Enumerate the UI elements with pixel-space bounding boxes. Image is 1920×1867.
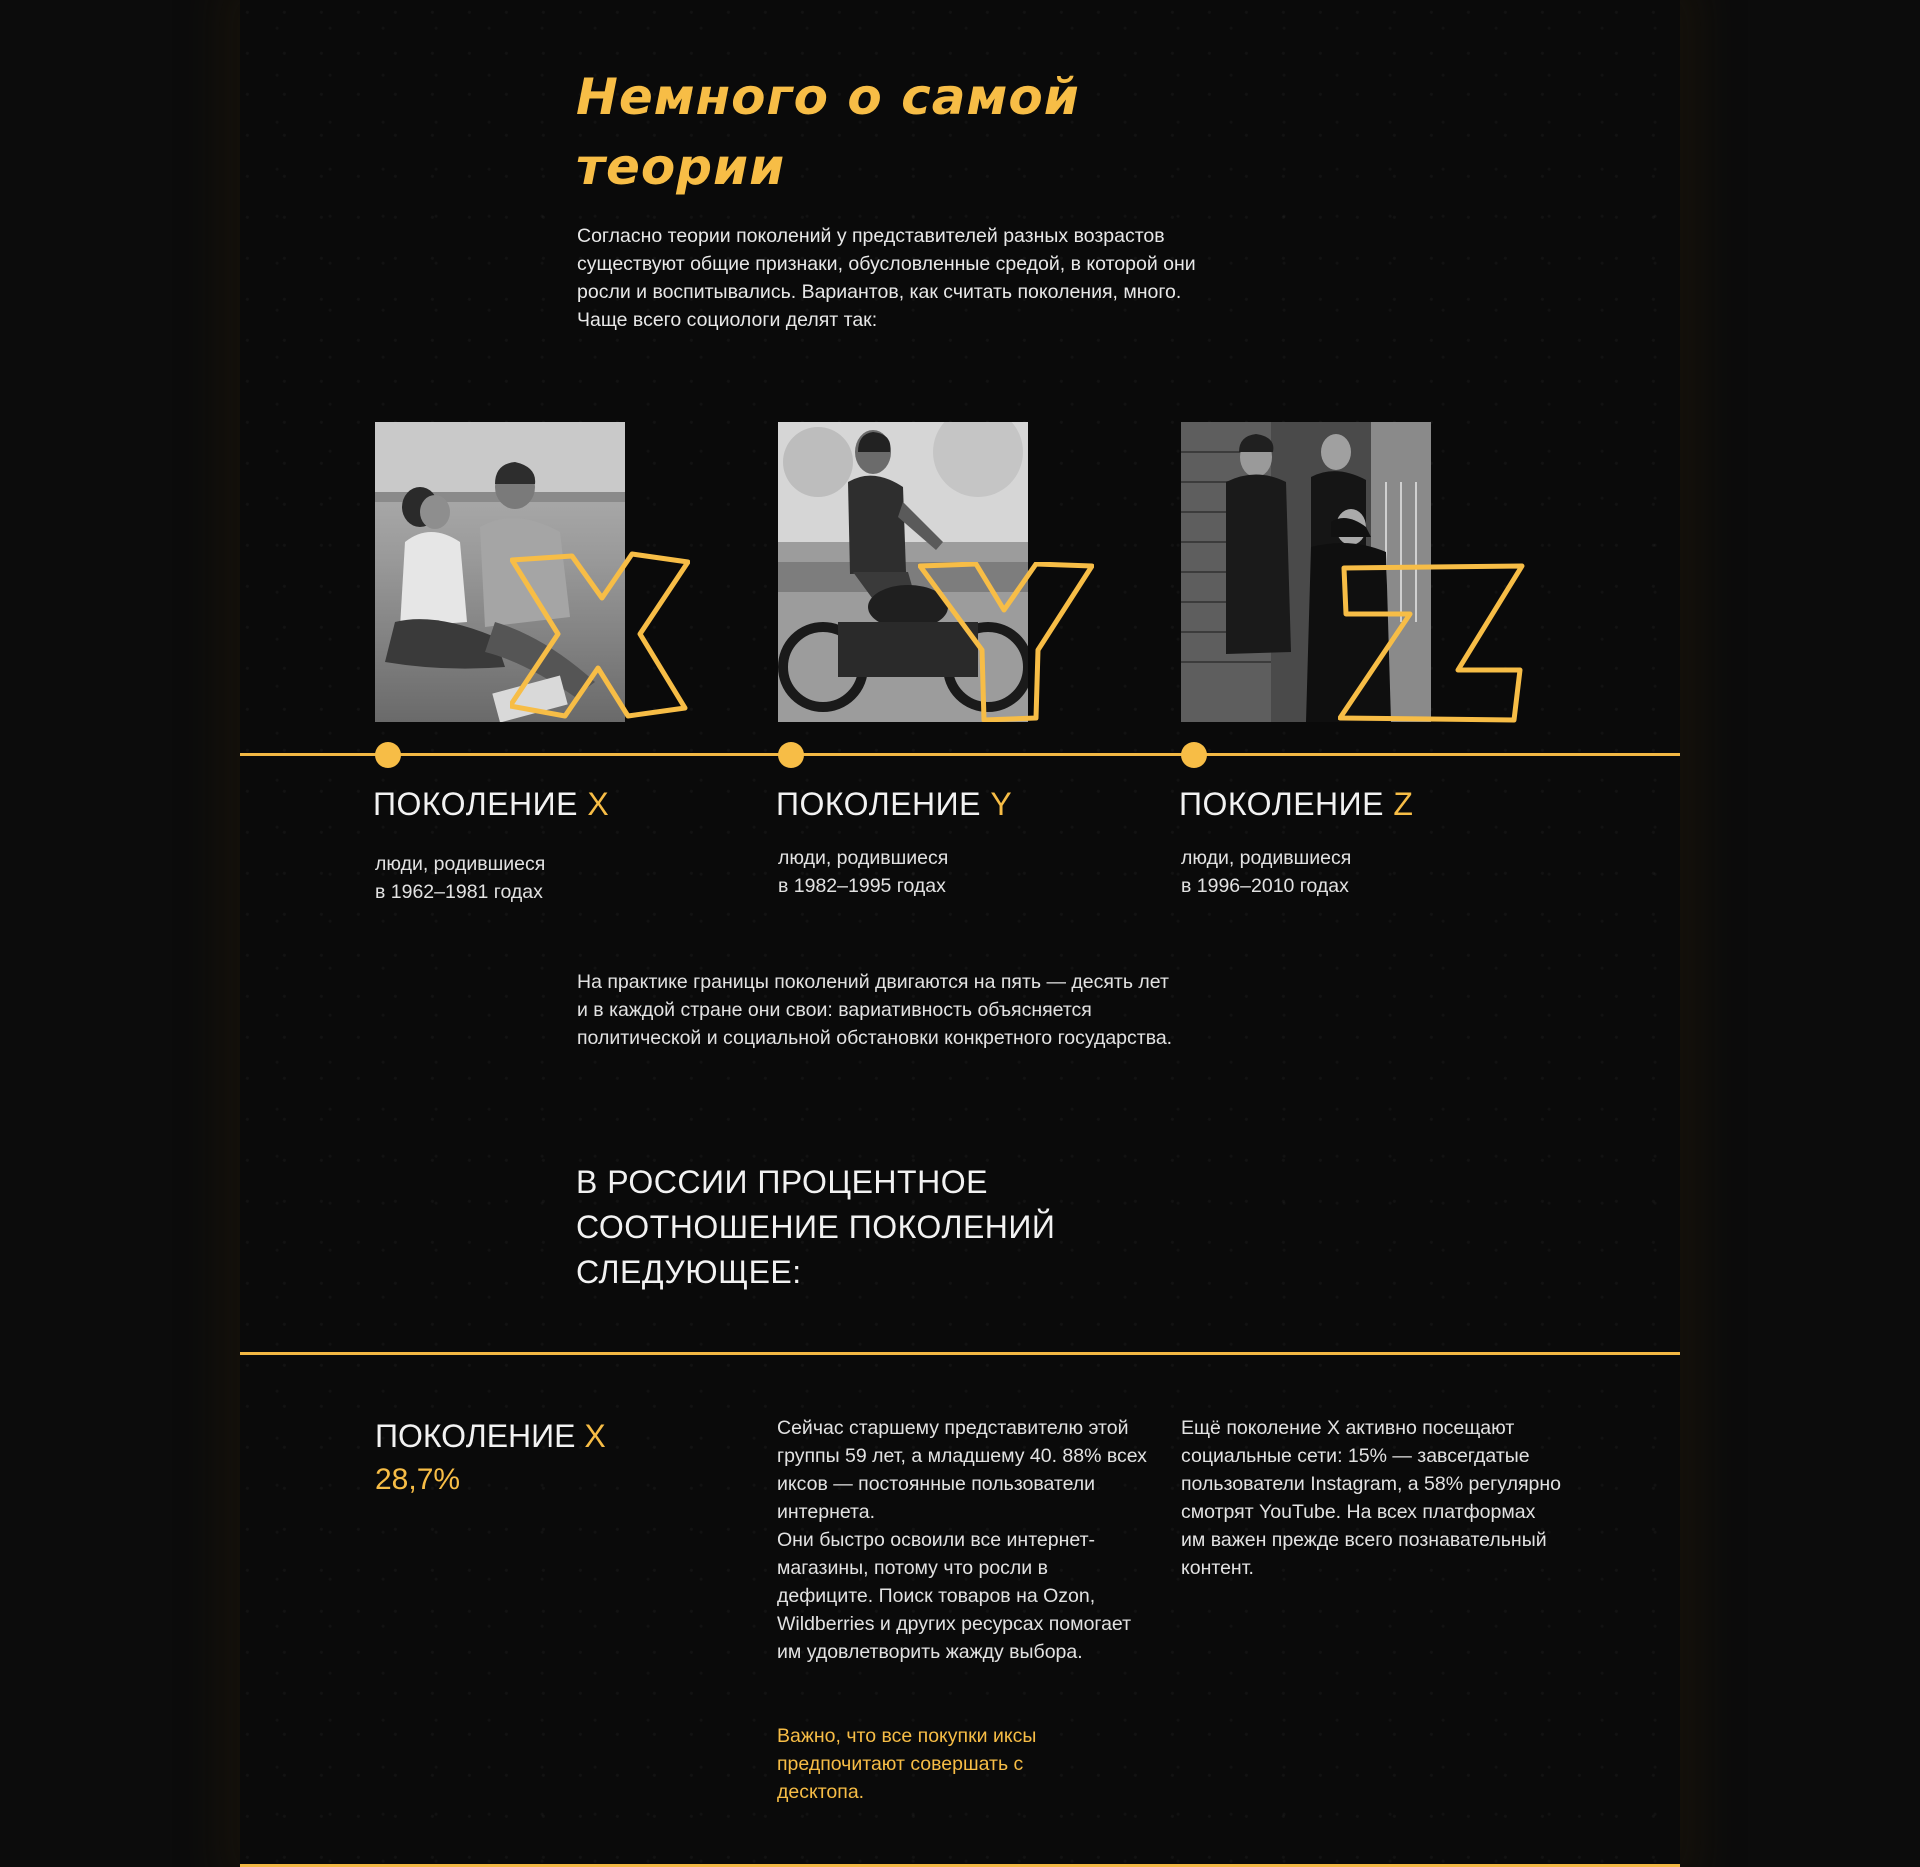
gen-x-paragraph-2: Они быстро освоили все интернет-магазины, потому что росли в дефиците. Поиск товаров на Ozon, Wildberries и других ресурсах помогает им удовлетворить жажду выбора. — [777, 1529, 1132, 1663]
generation-y-desc: люди, родившиеся в 1982–1995 годах — [778, 847, 949, 897]
gen-x-percent: 28,7% — [375, 1463, 461, 1496]
gen-x-social-paragraph: Ещё поколение X активно посещают социальные сети: 15% — завсегдатые пользователи Instagram, а 58% регулярно смотрят YouTube. На всех платформах им важен прежде всего познавательный контент. — [1181, 1417, 1562, 1579]
section-title: Немного о самой теории — [576, 68, 1080, 196]
generation-z-title: ПОКОЛЕНИЕ Z — [1179, 786, 1414, 822]
theory-section — [240, 0, 1680, 1867]
gen-x-block-title: ПОКОЛЕНИЕ X — [375, 1418, 606, 1454]
generation-x-title: ПОКОЛЕНИЕ X — [373, 786, 610, 822]
russia-heading: В РОССИИ ПРОЦЕНТНОЕ СООТНОШЕНИЕ ПОКОЛЕНИЙ СЛЕДУЮЩЕЕ: — [576, 1164, 1056, 1290]
practice-paragraph: На практике границы поколений двигаются на пять — десять лет и в каждой стране они свои: вариативность объясняется политической и социальной обстановки конкретного государства. — [577, 971, 1173, 1049]
gen-x-paragraph-1: Сейчас старшему представителю этой группы 59 лет, а младшему 40. 88% всех иксов — постоянные пользователи интернета. — [777, 1417, 1147, 1523]
gen-x-note: Важно, что все покупки иксы предпочитают совершать с десктопа. — [777, 1725, 1037, 1803]
section-divider — [240, 1352, 1680, 1355]
letter-z-outline-icon — [1338, 562, 1526, 724]
generation-z-desc: люди, родившиеся в 1996–2010 годах — [1181, 847, 1352, 897]
generation-x-desc: люди, родившиеся в 1962–1981 годах — [375, 853, 546, 903]
letter-y-outline-icon — [918, 562, 1094, 722]
gen-x-description — [777, 1414, 1147, 1666]
letter-x-outline-icon — [510, 548, 690, 724]
timeline-dot-y — [778, 742, 804, 768]
generation-y-title: ПОКОЛЕНИЕ Y — [776, 786, 1013, 822]
timeline-line — [240, 753, 1680, 756]
timeline-dot-z — [1181, 742, 1207, 768]
lead-paragraph: Согласно теории поколений у представителей разных возрастов существуют общие признаки, обусловленные средой, в которой они росли и воспитывались. Вариантов, как считать поколения, много. Чаще всего социологи делят так: — [577, 225, 1196, 331]
timeline-dot-x — [375, 742, 401, 768]
